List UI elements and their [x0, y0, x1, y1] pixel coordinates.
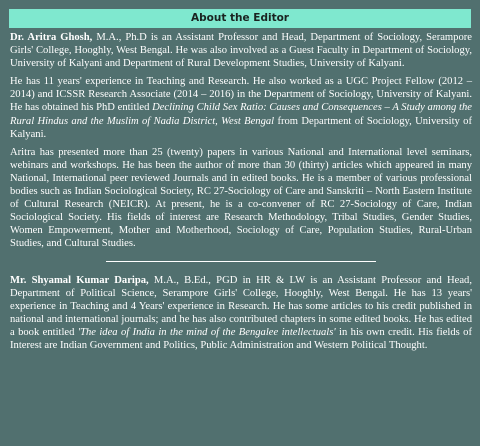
- editor-bios: [10, 31, 472, 357]
- editor1-publications: Aritra has presented more than 25 (twenty) papers in various National and International level seminars, webinars and workshops. He has been the author of more than 30 (thirty) articles which appeared in many National, International peer reviewed Journals and in edited books. He is a member of various professional bodies such as Indian Sociological Society, RC 27-Sociology of Care and Sanskriti – North Eastern Institute of Cultural Research (NEICR). At present, he is a co-convener of RC 27-Sociology of Care, Indian Sociological Society. His fields of interest are Research Methodology, Tribal Studies, Gender Studies, Women Empowerment, Mother and Motherhood, Sociology of Care, Population Studies, Rural-Urban Studies, and Cultural Studies.: [10, 146, 472, 250]
- editor1-experience-tail: from Department of Sociology, University of Kalyani.: [10, 115, 472, 140]
- section-title: About the Editor: [191, 12, 289, 24]
- editor1-experience-text: He has 11 years' experience in Teaching and Research. He also worked as a UGC Project Fellow (2012 – 2014) and ICSSR Research Associate (2014 – 2016) in the Department of Sociology, University of Kalyani. He has obtained his PhD entitled: [10, 76, 472, 114]
- editor2-intro-tail: in his own credit. His fields of Interest are Indian Government and Politics, Public Administration and Western Political Thought.: [10, 326, 472, 351]
- section-header: [9, 9, 471, 28]
- editor1-name: Dr. Aritra Ghosh,: [10, 32, 93, 43]
- editor2-intro-text: M.A., B.Ed., PGD in HR & LW is an Assistant Professor and Head, Department of Political Science, Serampore Girls' College, Hooghly, West Bengal. He has 13 years' experience in Teaching and 4 Years' experience in Research. He has some articles to his credit published in national and international journals; and he has also contributed chapters in some edited books. He has edited a book entitled: [10, 274, 472, 338]
- editor2-intro: [10, 274, 472, 353]
- editor2-book-title: 'The idea of India in the mind of the Bengalee intellectuals': [77, 326, 336, 338]
- editor1-intro: [10, 31, 472, 70]
- editor1-intro-text: M.A., Ph.D is an Assistant Professor and Head, Department of Sociology, Serampore Girls' College, Hooghly, West Bengal. He was also involved as a Guest Faculty in Department of Sociology, University of Kalyani and Department of Rural Development Studies, University of Kalyani.: [10, 32, 472, 70]
- editor1-experience: [10, 75, 472, 140]
- editor1-thesis-title: Declining Child Sex Ratio: Causes and Consequences – A Study among the Rural Hindus and the Muslim of Nadia District, West Bengal: [10, 102, 472, 127]
- editor2-name: Mr. Shyamal Kumar Daripa,: [10, 274, 149, 286]
- section-divider: [106, 261, 376, 262]
